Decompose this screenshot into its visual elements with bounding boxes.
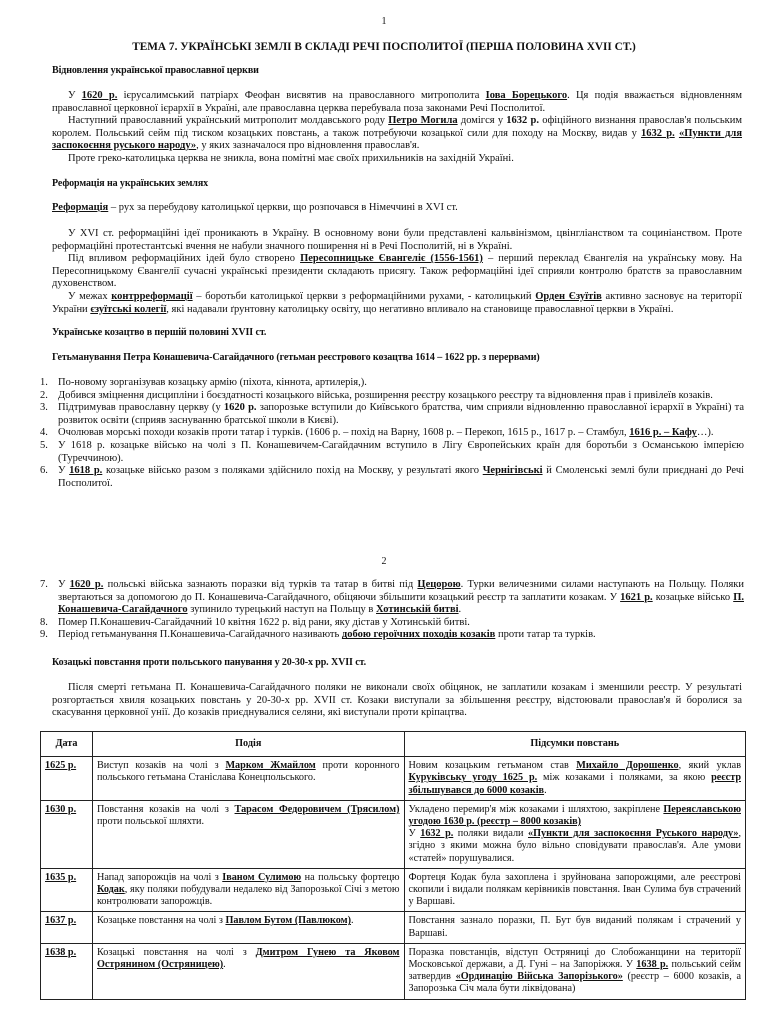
section-heading: Гетьманування Петра Конашевича-Сагайдачного (гетьман реєстрового козацтва 1614 – 1622 рр. з перервами) — [52, 352, 540, 363]
list-item: 1. По-новому зорганізував козацьку армію (піхота, кіннота, артилерія,). — [40, 377, 367, 388]
section-heading: Козацькі повстання проти польського панування у 20-30-х рр. XVII ст. — [52, 657, 367, 668]
section-heading: Українське козацтво в першій половині XVII ст. — [52, 327, 267, 338]
table-row — [41, 943, 746, 999]
event-cell: Напад запорожців на чолі з Іваном Сулимою на польську фортецю Кодак, яку поляки побудували недалеко від Запорозької Січі з метою контролювати запорожців. — [92, 868, 404, 912]
result-cell: Фортеця Кодак була захоплена і зруйнована запорожцями, але реєстрові скопили і видали полякам керівників повстання. Іван Сулима був страчений у Варшаві. — [404, 868, 746, 912]
paragraph: У XVI ст. реформаційні ідеї проникають в Україну. В основному вони були представлені кальвінізмом, цвінгліанством та социніанством. Проте реформаційні протестантські вчення не набули значного поширення ні в Речі Посполитій, ні в Україні. — [52, 228, 742, 252]
achievements-list — [40, 377, 744, 490]
list-item: 9. Період гетьманування П.Конашевича-Сагайдачного називають добою героїчних походів козаків проти татар та турків. — [40, 629, 596, 641]
paragraph: Проте греко-католицька церква не зникла, вона помітні має своїх прихильників на західній Україні. — [68, 152, 514, 164]
paragraph-block — [52, 228, 742, 316]
list-item: 2. Добився зміцнення дисципліни і боєздатності козацького війська, розширення реєстру козацького реєстру та відновлення прав і привілеїв козаків. — [40, 389, 713, 401]
date-cell: 1635 р. — [41, 868, 93, 912]
table-row — [41, 868, 746, 912]
paragraph: У межах контрреформації – боротьби католицької церкви з реформаційними рухами, - католицький Орден Єзуїтів активно засновує на території України єзуїтські колегії, які надавали ґрунтовну католицьку освіту, що негативно впливало на становище православної церкви в Україні. — [52, 290, 742, 315]
page-number: 2 — [381, 556, 387, 567]
paragraph-block — [52, 202, 742, 215]
list-item: 4. Очолював морські походи козаків проти татар і турків. (1606 р. – похід на Варну, 1608 р. – Перекоп, 1615 р., 1617 р. – Стамбул, 1616 р. – Кафу…). — [40, 427, 714, 439]
event-cell: Козацькі повстання на чолі з Дмитром Гунею та Яковом Острянином (Остряницею). — [92, 943, 404, 999]
column-header: Подія — [92, 732, 404, 757]
paragraph-block — [52, 90, 742, 166]
date-cell: 1637 р. — [41, 912, 93, 943]
list-item: 8. Помер П.Конашевич-Сагайдачний 10 квітня 1622 р. від рани, яку дістав у Хотинській битві. — [40, 616, 470, 628]
uprisings-table — [40, 731, 746, 1000]
column-header: Підсумки повстань — [404, 732, 746, 757]
date-cell: 1630 р. — [41, 800, 93, 868]
event-cell: Виступ козаків на чолі з Марком Жмайлом проти коронного польського гетьмана Станіслава Конецпольського. — [92, 757, 404, 801]
date-cell: 1638 р. — [41, 943, 93, 999]
result-cell: Повстання зазнало поразки, П. Бут був виданий полякам і страчений у Варшаві. — [404, 912, 746, 943]
table-row — [41, 757, 746, 801]
event-cell: Козацьке повстання на чолі з Павлом Бутом (Павлюком). — [92, 912, 404, 943]
page-title: ТЕМА 7. УКРАЇНСЬКІ ЗЕМЛІ В СКЛАДІ РЕЧІ ПОСПОЛИТОЇ (ПЕРША ПОЛОВИНА XVII СТ.) — [132, 41, 636, 53]
result-cell: Укладено перемир'я між козаками і шляхтою, закріплене Переяславською угодою 1630 р. (реєстр – 8000 козаків) У 1632 р. поляки видали «Пункти для заспокоєння Руського народу», згідно з якими можна було вільно сповідувати православ'я. Але умови «статей» порушувалися. — [404, 800, 746, 868]
column-header: Дата — [41, 732, 93, 757]
page-number: 1 — [381, 16, 387, 27]
paragraph: У 1620 р. ієрусалимський патріарх Феофан висвятив на православного митрополита Іова Борецького. Ця подія вважається відновленням православної церковної ієрархії в Україні, але православна церква перебувала поза законами Речі Посполитої. — [52, 90, 742, 114]
section-heading: Реформація на українських землях — [52, 178, 209, 189]
paragraph: Реформація – рух за перебудову католицької церкви, що розпочався в Німеччині в XVI ст. — [52, 202, 458, 213]
achievements-list-continued — [40, 579, 744, 642]
paragraph-block — [52, 682, 742, 720]
paragraph: Під впливом реформаційних ідей було створено Пересопницьке Євангеліє (1556-1561) – перший переклад Євангелія на українську мову. На Пересопницькому Євангелії сучасні українські президенти складають присягу. Також реформаційні ідеї сприяли контролю братств за православним духовенством. — [52, 253, 742, 290]
result-cell: Новим козацьким гетьманом став Михайло Дорошенко, який уклав Куруківську угоду 1625 р. між козаками і поляками, за якою реєстр збільшувався до 6000 козаків. — [404, 757, 746, 801]
table-row — [41, 800, 746, 868]
list-item: 3. Підтримував православну церкву (у 1620 р. запорозьке вступили до Київського братства, чим сприяли відновленню православної ієрархії в Україні) та розвиток освіти (сприяв заснуванню братської школи в Києві). — [40, 402, 744, 426]
event-cell: Повстання козаків на чолі з Тарасом Федоровичем (Трясилом) проти польської шляхти. — [92, 800, 404, 868]
paragraph: Наступний православний український митрополит молдавського роду Петро Могила домігся у 1632 р. офіційного визнання православ'я польським королем. Польський сейм під тиском козацьких повстань, а також потребуючи козацької сили для походу на Москву, видав у 1632 р. «Пункти для заспокоєння руського народу», у яких зазначалося про відновлення православ'я. — [52, 115, 743, 152]
table-header-row — [41, 732, 746, 757]
list-item: 5. У 1618 р. козацьке військо на чолі з П. Конашевичем-Сагайдачним вступило в Лігу Європейських країн для боротьби з Османською імперією (Туреччиною). — [40, 439, 744, 464]
section-heading: Відновлення української православної церкви — [52, 65, 259, 76]
table-row — [41, 912, 746, 943]
list-item: 6. У 1618 р. козацьке військо разом з поляками здійснило похід на Москву, у результаті якого Чернігівські й Смоленські землі були приєднані до Речі Посполитої. — [40, 465, 745, 489]
list-item: 7. У 1620 р. польські війська зазнають поразки від турків та татар в битві під Цецорою. Турки величезними силами наступають на Польщу. Поляки звертаються за допомогою до П. Конашевича-Сагайдачного, обіцяючи збільшити козацький реєстр та заплатити козакам. У 1621 р. козацьке військо П. Конашевича-Сагайдачного зупинило турецький наступ на Польщу в Хотинській битві. — [40, 579, 744, 616]
date-cell: 1625 р. — [41, 757, 93, 801]
result-cell: Поразка повстанців, відступ Остряниці до Слобожанщини на території Московської держави, а Д. Гуні – на Запоріжжя. У 1638 р. польський сейм затвердив «Ординацію Війська Запорізького» (реєстр – 6000 козаків, а Запорозька Січ мала бути ліквідована) — [404, 943, 746, 999]
paragraph: Після смерті гетьмана П. Конашевича-Сагайдачного поляки не виконали своїх обіцянок, не заплатили козакам і зменшили реєстр. У результаті розгортається хвиля козацьких повстань у 20-30-х рр. XVII ст. Козаки виступали за збільшення реєстру, відстоювали православ'я й боролися за скасування церковної унії. До козаків приєднувалися селяни, які виступали проти кріпацтва. — [52, 682, 742, 719]
